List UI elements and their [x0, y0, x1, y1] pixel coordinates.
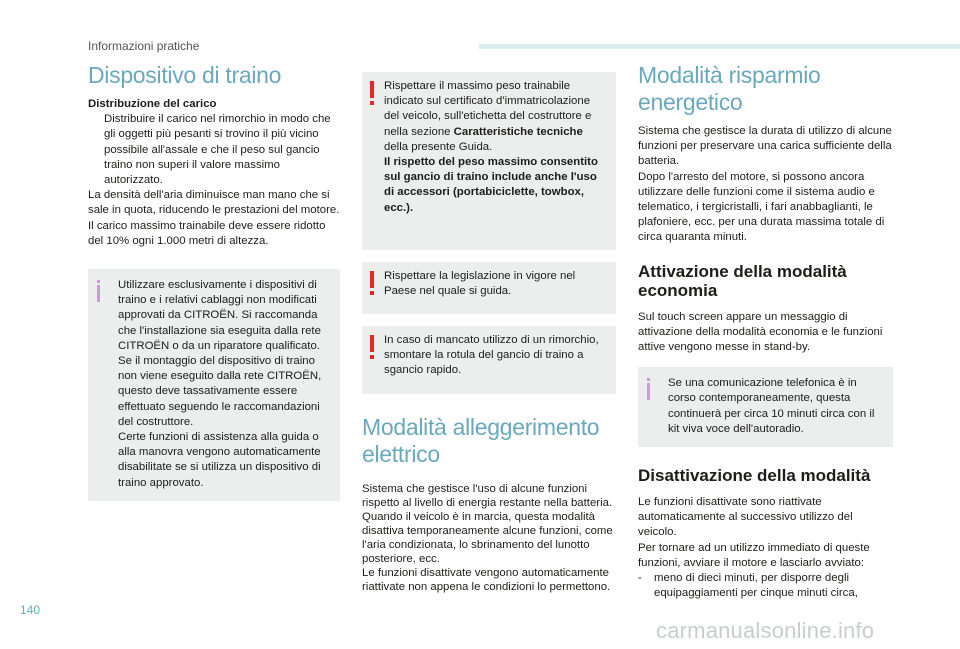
watermark: carmanualsonline.info — [656, 618, 875, 643]
towing-info-box — [88, 269, 340, 501]
towing-title: Dispositivo di traino — [88, 62, 282, 88]
electric-load-title: Modalità alleggerimento elettrico — [362, 414, 600, 467]
column-energy-saving — [638, 62, 893, 601]
deactivation-paragraph: Le funzioni disattivate sono riattivate automaticamente al successivo utilizzo del veicolo. — [638, 496, 853, 539]
activation-paragraph: Sul touch screen appare un messaggio di attivazione della modalità economia e le funzioni attive vengono messe in stand-by. — [638, 310, 883, 354]
towball-warning-text: In caso di mancato utilizzo di un rimorchio, smontare la rotula del gancio di traino a sgancio rapido. — [384, 334, 599, 377]
towball-warning-box — [362, 326, 616, 394]
load-distribution-heading: Distribuzione del carico — [88, 98, 217, 110]
deactivation-heading: Disattivazione della modalità — [638, 466, 871, 486]
electric-load-paragraph: Sistema che gestisce l'uso di alcune funzioni rispetto al livello di energia restante nella batteria. — [362, 483, 613, 509]
deactivation-paragraph: Per tornare ad un utilizzo immediato di queste funzioni, avviare il motore e lasciarlo avviato: — [638, 541, 870, 569]
header-accent-bar — [479, 44, 960, 49]
electric-load-paragraph: Quando il veicolo è in marcia, questa modalità disattiva temporaneamente alcune funzioni, come l'aria condizionata, lo sbrinamento del lunotto posteriore, ecc. — [362, 511, 613, 565]
warning-icon — [370, 335, 374, 359]
energy-saving-paragraph: Sistema che gestisce la durata di utilizzo di alcune funzioni per preservare una carica sufficiente della batteria. — [638, 125, 892, 168]
page-number: 140 — [20, 603, 41, 617]
legislation-warning-text: Rispettare la legislazione in vigore nel Paese nel quale si guida. — [384, 270, 576, 298]
column-towing — [88, 62, 340, 501]
warning-icon — [370, 81, 374, 105]
section-label: Informazioni pratiche — [88, 39, 200, 53]
column-warnings — [362, 72, 616, 594]
weight-warning-text: Rispettare il massimo peso trainabile indicato sul certificato d'immatricolazione del veicolo, sull'etichetta del costruttore e nella sezione Caratteristiche tecniche della presente Guida. — [384, 80, 592, 153]
info-box-paragraph: Certe funzioni di assistenza alla guida o alla manovra vengono automaticamente disabilitate se si utilizza un dispositivo di traino approvato. — [118, 431, 321, 489]
phone-info-box — [638, 367, 893, 447]
load-bullet — [88, 112, 340, 188]
info-icon — [97, 280, 100, 302]
energy-saving-paragraph: Dopo l'arresto del motore, si possono ancora utilizzare delle funzioni come il sistema audio e telematico, i tergicristalli, i fari anabbaglianti, le plafoniere, ecc. per una durata massima totale di circa quaranta minuti. — [638, 170, 885, 244]
weight-warning-bold: Il rispetto del peso massimo consentito sul gancio di traino include anche l'uso di accessori (portabiciclette, towbox, ecc.). — [384, 156, 598, 214]
legislation-warning-box — [362, 262, 616, 314]
altitude-paragraph: La densità dell'aria diminuisce man mano che si sale in quota, riducendo le prestazioni del motore. Il carico massimo trainabile deve essere ridotto del 10% ogni 1.000 metri di altezza. — [88, 189, 340, 247]
info-icon — [647, 378, 650, 400]
deactivation-list-item — [638, 571, 893, 601]
activation-heading: Attivazione della modalità economia — [638, 261, 847, 300]
info-box-paragraph: Se il montaggio del dispositivo di traino non viene eseguito dalla rete CITROËN, questo deve tassativamente essere effettuato seguendo le raccomandazioni del costruttore. — [118, 355, 322, 428]
load-bullet-text: Distribuire il carico nel rimorchio in modo che gli oggetti più pesanti si trovino il più vicino possibile all'assale e che il peso sul gancio traino non superi il valore massimo autorizzato. — [104, 113, 331, 187]
phone-info-text: Se una comunicazione telefonica è in corso contemporaneamente, questa continuerà per circa 10 minuti circa con il kit viva voce dell'autoradio. — [668, 377, 875, 435]
info-box-paragraph: Utilizzare esclusivamente i dispositivi di traino e i relativi cablaggi non modificati approvati da CITROËN. Si raccomanda che l'installazione sia eseguita dalla rete CITROËN o da un riparatore qualificato. — [118, 279, 321, 352]
weight-warning-box — [362, 72, 616, 250]
electric-load-paragraph: Le funzioni disattivate vengono automaticamente riattivate non appena le condizioni lo permettono. — [362, 567, 611, 593]
deactivation-list-text: meno di dieci minuti, per disporre degli equipaggiamenti per cinque minuti circa, — [654, 572, 858, 600]
warning-icon — [370, 271, 374, 295]
energy-saving-title: Modalità risparmio energetico — [638, 62, 821, 115]
dash-marker: - — [638, 572, 642, 585]
